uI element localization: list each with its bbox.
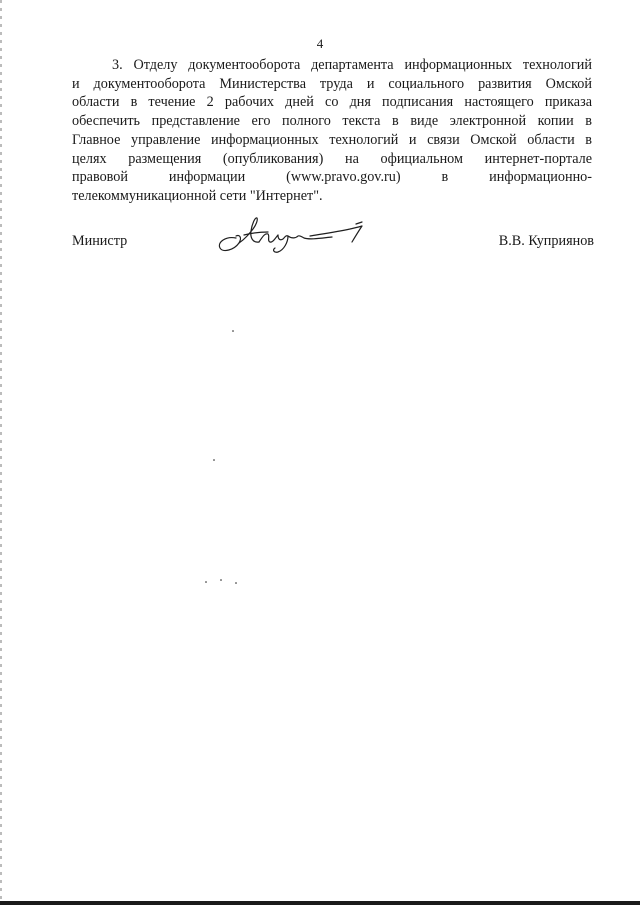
page-number: 4 [316,36,324,51]
paragraph-line: Главное управление информационных технологий и связи Омской области в [72,131,592,148]
scan-speck [235,582,237,584]
paragraph-line: 3. Отделу документооборота департамента информационных технологий [112,57,592,73]
scan-speck [213,459,215,461]
handwritten-signature [212,212,368,256]
paragraph-line: обеспечить представление его полного текста в виде электронной копии в [72,113,592,130]
paragraph-line: и документооборота Министерства труда и социального развития Омской [72,75,592,92]
scan-speck [205,581,207,583]
paragraph-line: телекоммуникационной сети "Интернет". [72,187,323,204]
scan-left-edge [0,0,2,905]
scan-speck [220,579,222,581]
signatory-position: Министр [72,233,128,249]
paragraph-line: целях размещения (опубликования) на официальном интернет-портале [72,150,592,167]
scan-speck [232,330,234,332]
paragraph-line: правовой информации (www.pravo.gov.ru) в информационно- [72,169,592,186]
paragraph-line: области в течение 2 рабочих дней со дня подписания настоящего приказа [72,94,592,111]
paragraph-3 [72,56,592,206]
signatory-name: В.В. Куприянов [498,233,594,249]
scan-bottom-edge [0,901,640,905]
